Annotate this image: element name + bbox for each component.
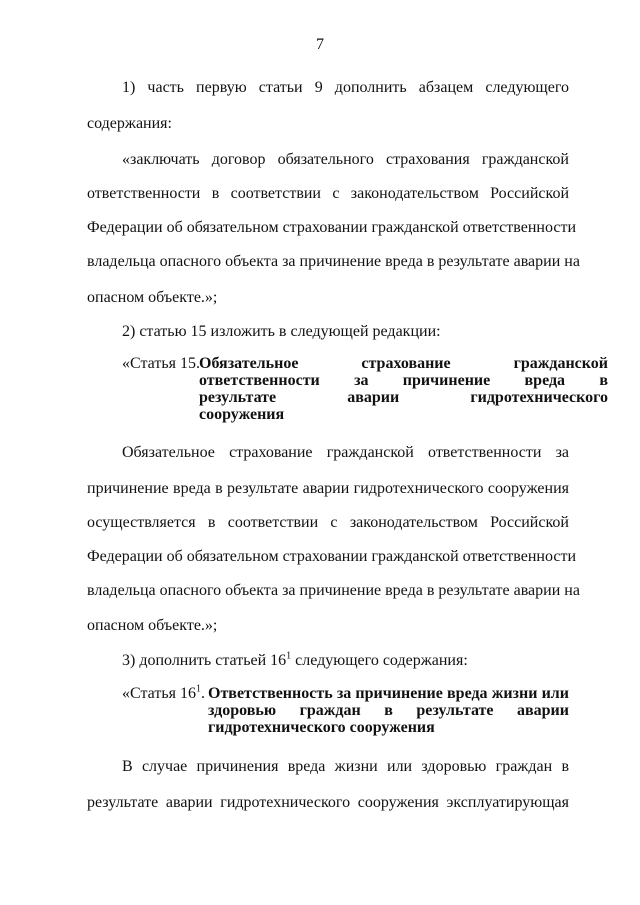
paragraph-line: «заключать договор обязательного страхования гражданской <box>122 151 569 168</box>
paragraph-line: Федерации об обязательном страховании гражданской ответственности <box>87 219 576 236</box>
paragraph-line: 1) часть первую статьи 9 дополнить абзацем следующего <box>122 79 569 96</box>
article-title-line: ответственности за причинение вреда в <box>199 372 608 389</box>
page-number: 7 <box>316 36 324 53</box>
article-title-line: здоровью граждан в результате аварии <box>208 702 569 719</box>
paragraph-line: В случае причинения вреда жизни или здоровью граждан в <box>122 758 569 775</box>
article-16-prefix-text: «Статья 16 <box>122 685 196 702</box>
article-title-line: гидротехнического сооружения <box>208 719 435 736</box>
paragraph-line: Федерации об обязательном страховании гражданской ответственности <box>87 548 576 565</box>
paragraph-line: владельца опасного объекта за причинение вреда в результате аварии на <box>87 253 580 270</box>
paragraph-line: 2) статью 15 изложить в следующей редакции: <box>122 323 441 340</box>
paragraph-line: ответственности в соответствии с законодательством Российской <box>87 185 569 202</box>
paragraph-line <box>122 651 468 671</box>
paragraph-line: осуществляется в соответствии с законодательством Российской <box>87 514 569 531</box>
article-16-prefix <box>122 685 205 702</box>
paragraph-text: 3) дополнить статьей 16 <box>122 652 287 669</box>
article-title-line: Обязательное страхование гражданской <box>199 355 608 372</box>
paragraph-line: опасном объекте.»; <box>87 289 218 306</box>
paragraph-line: владельца опасного объекта за причинение вреда в результате аварии на <box>87 582 580 599</box>
paragraph-line: содержания: <box>87 115 172 132</box>
paragraph-line: опасном объекте.»; <box>87 617 218 634</box>
paragraph-text: следующего содержания: <box>291 652 468 669</box>
superscript: 1 <box>195 683 201 695</box>
article-title-line: результате аварии гидротехнического <box>199 389 608 406</box>
article-title-line: Ответственность за причинение вреда жизни или <box>208 685 569 702</box>
article-title-line: сооружения <box>199 406 285 423</box>
article-15-prefix: «Статья 15. <box>122 355 200 372</box>
paragraph-line: Обязательное страхование гражданской ответственности за <box>122 444 569 461</box>
superscript: 1 <box>286 650 292 662</box>
article-16-title <box>208 685 569 736</box>
article-15-title <box>199 355 608 423</box>
article-16-prefix-dot: . <box>200 685 205 702</box>
paragraph-line: причинение вреда в результате аварии гидротехнического сооружения <box>87 480 569 497</box>
paragraph-line: результате аварии гидротехнического сооружения эксплуатирующая <box>87 794 569 811</box>
